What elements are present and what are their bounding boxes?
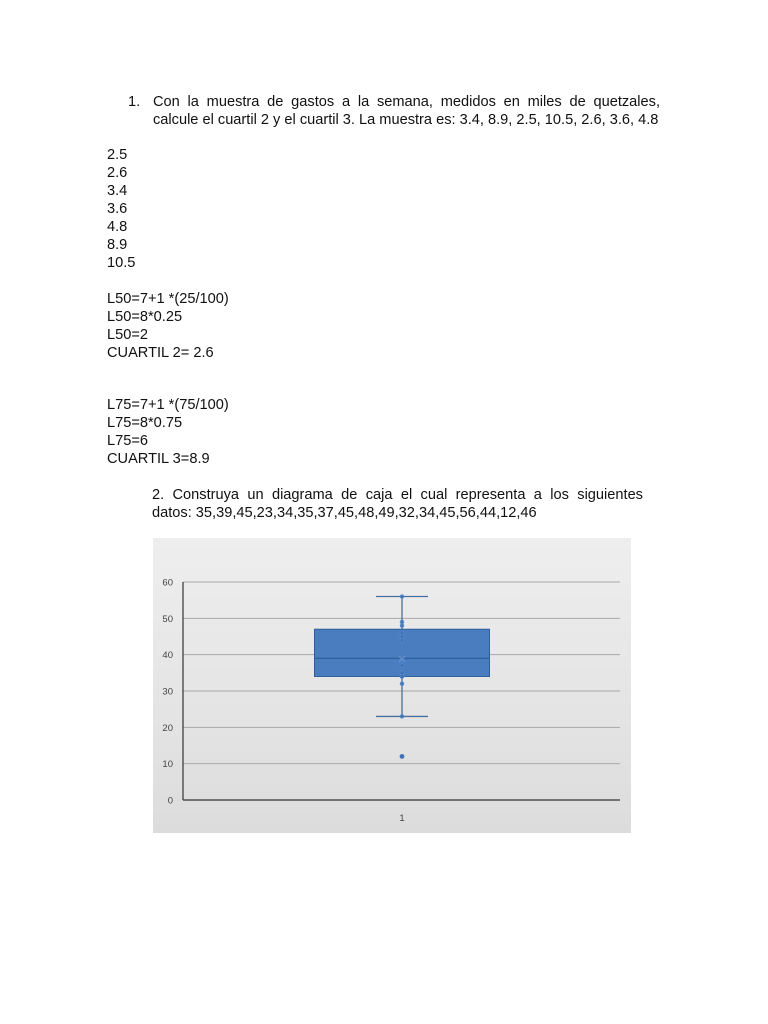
y-tick-label: 30 <box>162 686 173 698</box>
data-point <box>400 595 404 599</box>
quartile-2-result: CUARTIL 2= 2.6 <box>107 345 214 361</box>
l75-line-3: L75=6 <box>107 433 148 449</box>
question-2 <box>152 486 643 522</box>
question-2-word: siguientes <box>577 487 643 503</box>
l50-line-3: L50=2 <box>107 327 148 343</box>
quartile-2-calculation <box>107 290 229 362</box>
sorted-value: 4.8 <box>107 219 128 235</box>
y-tick-label: 20 <box>162 722 173 734</box>
question-1-text: Con la muestra de gastos a la semana, medidos en miles de quetzales, calcule el cuartil 2 y el cuartil 3. La muestra es: 3.4, 8.9, 2.5, 10.5, 2.6, 3.6, 4.8 <box>153 94 660 128</box>
question-2-word: de <box>341 487 358 503</box>
data-point <box>400 631 404 635</box>
question-1-number: 1. <box>128 94 141 110</box>
sorted-value: 8.9 <box>107 237 128 253</box>
question-2-word: a <box>533 487 542 503</box>
question-2-word: representa <box>455 487 526 503</box>
question-2-line-2: datos: 35,39,45,23,34,35,37,45,48,49,32,34,45,56,44,12,46 <box>152 505 537 521</box>
y-tick-label: 60 <box>162 577 173 589</box>
y-tick-label: 10 <box>162 759 173 771</box>
y-tick-label: 50 <box>162 613 173 625</box>
box-plot-chart <box>153 538 631 833</box>
question-2-word: un <box>247 487 264 503</box>
outlier-point <box>400 754 405 759</box>
box-plot-svg <box>153 538 631 833</box>
question-2-line-1 <box>152 486 643 504</box>
question-2-word: cual <box>420 487 448 503</box>
data-point <box>400 638 404 642</box>
y-tick-label: 0 <box>167 795 173 807</box>
data-point <box>400 664 404 668</box>
sorted-value: 10.5 <box>107 255 136 271</box>
data-point <box>400 674 404 678</box>
l50-line-2: L50=8*0.25 <box>107 309 183 325</box>
l75-line-1: L75=7+1 *(75/100) <box>107 397 229 413</box>
y-tick-label: 40 <box>162 650 173 662</box>
question-2-word: los <box>550 487 569 503</box>
data-point <box>400 682 404 686</box>
question-2-number: 2. <box>152 487 165 503</box>
sorted-value: 3.4 <box>107 183 128 199</box>
question-2-word: Construya <box>172 487 240 503</box>
quartile-3-calculation <box>107 396 229 468</box>
quartile-3-result: CUARTIL 3=8.9 <box>107 451 210 467</box>
l50-line-1: L50=7+1 *(25/100) <box>107 291 229 307</box>
data-point <box>400 620 404 624</box>
sorted-value: 2.5 <box>107 147 128 163</box>
question-2-word: diagrama <box>271 487 333 503</box>
question-2-word: caja <box>365 487 393 503</box>
question-1 <box>128 93 660 129</box>
sorted-value: 2.6 <box>107 165 128 181</box>
sorted-values-list <box>107 146 135 272</box>
x-tick-label: 1 <box>399 813 405 824</box>
question-2-word: el <box>400 487 413 503</box>
sorted-value: 3.6 <box>107 201 128 217</box>
l75-line-2: L75=8*0.75 <box>107 415 183 431</box>
data-point <box>400 714 404 718</box>
